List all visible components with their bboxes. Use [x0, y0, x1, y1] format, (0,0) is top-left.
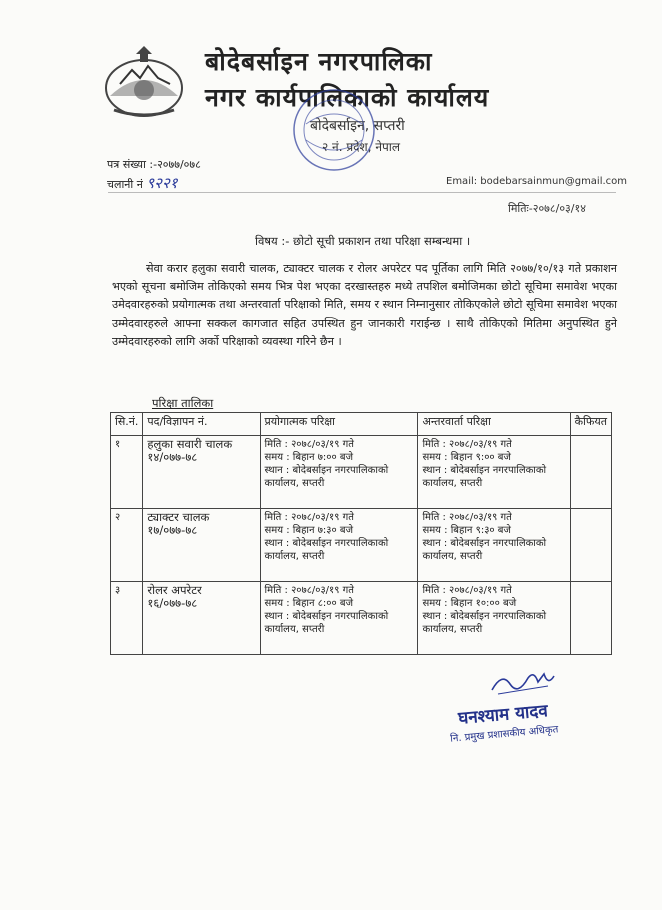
signatory-name: घनश्याम यादव — [457, 701, 549, 729]
government-emblem-icon — [100, 44, 188, 120]
cell-serial: १ — [111, 436, 143, 509]
table-row — [111, 509, 612, 582]
table-row — [111, 436, 612, 509]
cell-interview — [418, 582, 570, 655]
practical-date: मिति : २०७८/०३/१९ गते — [264, 585, 354, 596]
practical-place: स्थान : बोदेबर्साइन नगरपालिकाको कार्यालय, सप्तरी — [264, 611, 389, 635]
office-name: नगर कार्यपालिकाको कार्यालय — [205, 83, 490, 112]
email-address: Email: bodebarsainmun@gmail.com — [446, 176, 628, 187]
header-post: पद/विज्ञापन नं. — [143, 413, 260, 436]
interview-place: स्थान : बोदेबर्साइन नगरपालिकाको कार्यालय, सप्तरी — [422, 465, 547, 489]
address-line: बोदेबर्साइन, सप्तरी — [310, 118, 405, 134]
cell-interview — [418, 509, 570, 582]
letter-body: सेवा करार हलुका सवारी चालक, ट्याक्टर चालक र रोलर अपरेटर पद पूर्तिका लागि मिति २०७७/१०/१३ गते प्रकाशन भएको सूचना बमोजिम तोकिएको समय भित्र पेश भएका दरखास्तहरु मध्ये तपशिल बमोजिमका छोटो सूचिमा समावेश भएका उमेदवारहरुको प्रयोगात्मक तथा अन्तरवार्ता परिक्षाको मिति, समय र स्थान निम्नानुसार तोकिएकोले छोटो सूचिमा समावेश भएका उम्मेदवारहरुले आफ्ना सक्कल कागजात सहित उपस्थित हुन जानकारी गराईन्छ । साथै तोकिएको मितिमा अनुपस्थित हुने उम्मेदवारहरुको लागि अर्को परिक्षाको व्यवस्था गरिने छैन । — [112, 262, 617, 348]
dispatch-label: चलानी नं — [107, 178, 143, 191]
table-header-row — [111, 413, 612, 436]
cell-post — [143, 582, 260, 655]
header-remarks: कैफियत — [570, 413, 611, 436]
interview-place: स्थान : बोदेबर्साइन नगरपालिकाको कार्यालय, सप्तरी — [422, 538, 547, 562]
dispatch-value: ९२२१ — [146, 174, 178, 192]
practical-time: समय : बिहान ८:०० बजे — [264, 598, 353, 609]
municipality-name: बोदेबर्साइन नगरपालिका — [205, 47, 433, 76]
office-stamp-icon — [290, 84, 378, 176]
signature-scribble-icon — [488, 664, 558, 700]
cell-remarks — [570, 509, 611, 582]
cell-remarks — [570, 582, 611, 655]
cell-interview — [418, 436, 570, 509]
table-row — [111, 582, 612, 655]
advert-number: १६/०७७-७८ — [147, 596, 198, 610]
advert-number: १४/०७७-७८ — [147, 450, 198, 464]
table-caption: परिक्षा तालिका — [152, 396, 214, 410]
post-name: ट्याक्टर चालक — [147, 510, 210, 524]
interview-date: मिति : २०७८/०३/१९ गते — [422, 439, 512, 450]
advert-number: १७/०७७-७८ — [147, 523, 198, 537]
header-divider — [108, 192, 616, 193]
post-name: हलुका सवारी चालक — [147, 437, 233, 451]
cell-practical — [260, 582, 418, 655]
practical-place: स्थान : बोदेबर्साइन नगरपालिकाको कार्यालय, सप्तरी — [264, 465, 389, 489]
letter-subject: विषय :- छोटो सूची प्रकाशन तथा परिक्षा सम्बन्धमा । — [255, 234, 471, 248]
post-name: रोलर अपरेटर — [147, 583, 202, 597]
cell-remarks — [570, 436, 611, 509]
practical-time: समय : बिहान ७:३० बजे — [264, 525, 353, 536]
interview-place: स्थान : बोदेबर्साइन नगरपालिकाको कार्यालय, सप्तरी — [422, 611, 547, 635]
interview-time: समय : बिहान ९:३० बजे — [422, 525, 511, 536]
interview-time: समय : बिहान १०:०० बजे — [422, 598, 517, 609]
letter-number: पत्र संख्या :-२०७७/०७८ — [107, 158, 201, 171]
cell-post — [143, 509, 260, 582]
practical-date: मिति : २०७८/०३/१९ गते — [264, 439, 354, 450]
province-line: २ नं. प्रदेश, नेपाल — [322, 140, 401, 154]
header-practical: प्रयोगात्मक परिक्षा — [260, 413, 418, 436]
cell-serial: २ — [111, 509, 143, 582]
interview-time: समय : बिहान ९:०० बजे — [422, 452, 511, 463]
practical-date: मिति : २०७८/०३/१९ गते — [264, 512, 354, 523]
header-serial: सि.नं. — [111, 413, 143, 436]
dispatch-number — [107, 173, 178, 193]
interview-date: मिति : २०७८/०३/१९ गते — [422, 512, 512, 523]
signatory-designation: नि. प्रमुख प्रशासकीय अधिकृत — [449, 724, 559, 745]
exam-schedule-table — [110, 412, 612, 655]
interview-date: मिति : २०७८/०३/१९ गते — [422, 585, 512, 596]
cell-serial: ३ — [111, 582, 143, 655]
cell-post — [143, 436, 260, 509]
cell-practical — [260, 436, 418, 509]
letter-date: मितिः-२०७८/०३/१४ — [508, 202, 586, 215]
practical-time: समय : बिहान ७:०० बजे — [264, 452, 353, 463]
cell-practical — [260, 509, 418, 582]
header-interview: अन्तरवार्ता परिक्षा — [418, 413, 570, 436]
practical-place: स्थान : बोदेबर्साइन नगरपालिकाको कार्यालय, सप्तरी — [264, 538, 389, 562]
